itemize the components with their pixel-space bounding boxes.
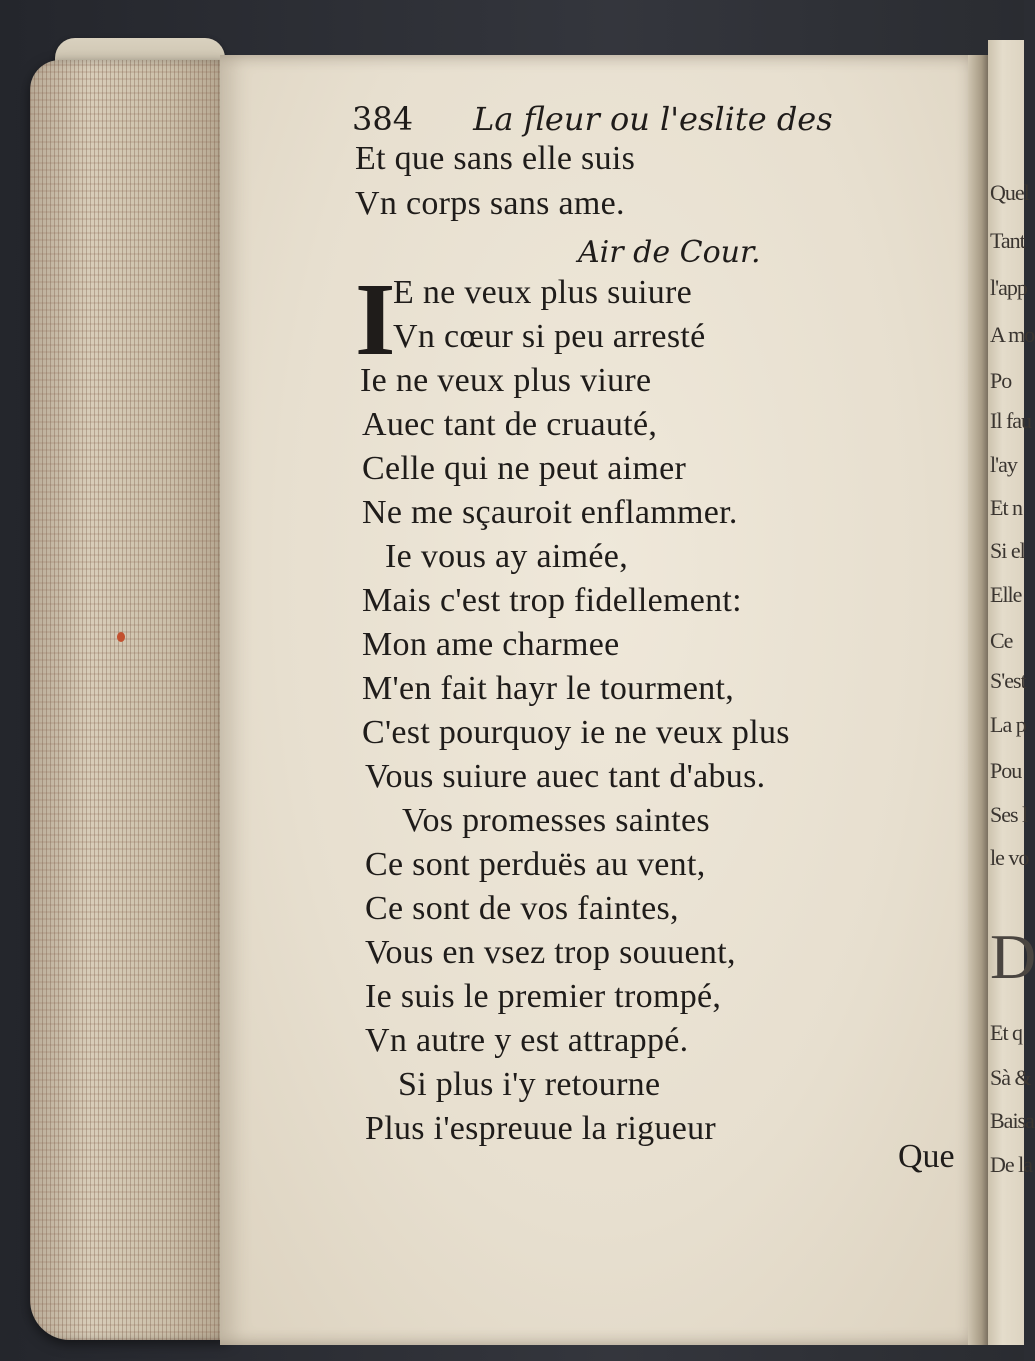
poem-line: Ie suis le premier trompé, [365,978,722,1015]
facing-fragment: le vo [990,845,1029,870]
poem-line: Vn corps sans ame. [355,185,625,222]
poem-line: M'en fait hayr le tourment, [362,670,735,707]
poem-line: Et que sans elle suis [355,140,636,177]
poem-line: Ie ne veux plus viure [360,362,652,399]
facing-fragment: De la [990,1152,1033,1177]
book-page-edge [30,60,230,1340]
section-title: Air de Cour. [578,235,761,270]
facing-fragment: Si el [990,538,1025,563]
facing-fragment: Et n [990,495,1023,520]
running-title: La fleur ou l'eslite des [473,100,833,138]
facing-fragment: Po [990,368,1012,393]
poem-line: Plus i'espreuue la rigueur [365,1110,717,1147]
poem-line: Auec tant de cruauté, [362,406,658,443]
running-header [352,100,833,138]
facing-fragment: l'app [990,275,1027,300]
facing-fragment: D [990,921,1035,992]
drop-cap: I [355,262,396,377]
poem-line: Ce sont perduës au vent, [365,846,706,883]
facing-fragment: S'est [990,668,1026,693]
facing-fragment: Baisa [990,1108,1034,1133]
poem-line: E ne veux plus suiure [393,274,693,311]
facing-fragment: l'ay [990,452,1017,477]
red-mark [117,632,125,642]
poem-line: Vos promesses saintes [402,802,710,839]
facing-fragment: Quel [990,180,1029,205]
poem-line: Vous en vsez trop souuent, [365,934,736,971]
catchword: Que [898,1138,955,1175]
poem-line: Ie vous ay aimée, [385,538,629,575]
facing-page [988,40,1035,1345]
facing-fragment: Elle [990,582,1022,607]
page-number: 384 [352,100,414,138]
poem-line: C'est pourquoy ie ne veux plus [362,714,790,751]
facing-fragment: Ses l [990,802,1028,827]
facing-fragment: Ce [990,628,1013,653]
facing-fragment: Pou [990,758,1022,783]
poem-line: Mon ame charmee [362,626,620,663]
facing-fragment: Sà & [990,1065,1031,1090]
facing-fragment: La p [990,712,1026,737]
poem-line: Vous suiure auec tant d'abus. [365,758,766,795]
book-gutter [968,55,990,1345]
facing-fragment: Tant [990,228,1025,253]
poem-line: Ne me sçauroit enflammer. [362,494,738,531]
facing-fragment: Il fau [990,408,1032,433]
facing-fragment: A mo [990,322,1035,347]
poem-line: Ce sont de vos faintes, [365,890,679,927]
facing-fragment: Et q [990,1020,1023,1045]
poem-line: Vn cœur si peu arresté [393,318,706,355]
poem-line: Celle qui ne peut aimer [362,450,687,487]
poem-line: Mais c'est trop fidellement: [362,582,742,619]
poem-line: Vn autre y est attrappé. [365,1022,689,1059]
poem-line: Si plus i'y retourne [398,1066,661,1103]
